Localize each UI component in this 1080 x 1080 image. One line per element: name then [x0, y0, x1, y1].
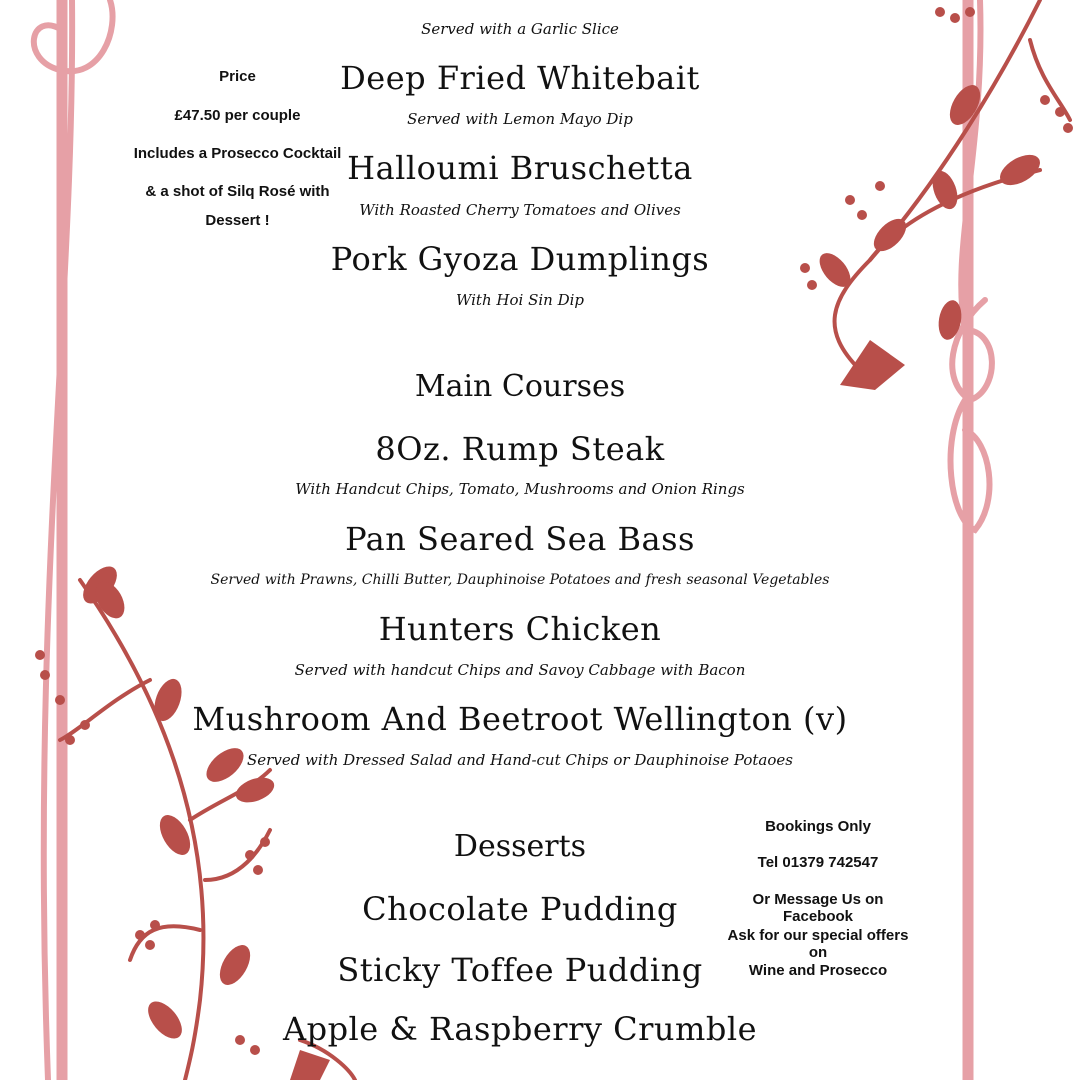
- starter-name-halloumi: Halloumi Bruschetta: [347, 149, 693, 187]
- main-desc-seabass: Served with Prawns, Chilli Butter, Dauphinoise Potatoes and fresh seasonal Vegetables: [210, 572, 830, 588]
- desserts-heading: Desserts: [453, 829, 587, 864]
- main-desc-steak: With Handcut Chips, Tomato, Mushrooms and Onion Rings: [295, 480, 745, 498]
- price-box: [130, 0, 345, 240]
- booking-box: [718, 0, 918, 990]
- mains-heading: Main Courses: [414, 369, 626, 404]
- main-name-steak: 8Oz. Rump Steak: [375, 430, 665, 468]
- starter-desc-gyoza: With Hoi Sin Dip: [455, 291, 584, 309]
- starter-desc-whitebait: Served with Lemon Mayo Dip: [407, 110, 633, 128]
- starter-name-whitebait: Deep Fried Whitebait: [340, 59, 700, 97]
- starter-name-gyoza: Pork Gyoza Dumplings: [330, 240, 710, 278]
- starter-desc-halloumi: With Roasted Cherry Tomatoes and Olives: [359, 201, 681, 219]
- booking-phone: Tel 01379 742547: [757, 854, 879, 871]
- price-includes-shot: & a shot of Silq Rosé with: [145, 183, 330, 200]
- main-name-chicken: Hunters Chicken: [378, 610, 662, 648]
- main-desc-chicken: Served with handcut Chips and Savoy Cabbage with Bacon: [294, 661, 746, 679]
- price-title: Price: [219, 68, 256, 85]
- dessert-name-sticky-toffee: Sticky Toffee Pudding: [337, 951, 703, 989]
- booking-facebook: Or Message Us on Facebook: [752, 891, 884, 925]
- price-includes-dessert: Dessert !: [205, 212, 270, 229]
- main-name-wellington: Mushroom And Beetroot Wellington (v): [192, 700, 848, 738]
- dessert-name-crumble: Apple & Raspberry Crumble: [282, 1010, 758, 1048]
- main-name-seabass: Pan Seared Sea Bass: [345, 520, 695, 558]
- booking-only: Bookings Only: [765, 818, 871, 835]
- price-amount: £47.50 per couple: [174, 107, 301, 124]
- main-desc-wellington: Served with Dressed Salad and Hand-cut Chips or Dauphinoise Potaoes: [247, 751, 793, 769]
- dessert-name-chocolate: Chocolate Pudding: [362, 890, 678, 928]
- booking-wine-prosecco: Wine and Prosecco: [748, 962, 888, 979]
- starter-top-description: Served with a Garlic Slice: [421, 20, 619, 38]
- price-includes-cocktail: Includes a Prosecco Cocktail: [133, 145, 342, 162]
- booking-offers: Ask for our special offers on: [727, 927, 909, 961]
